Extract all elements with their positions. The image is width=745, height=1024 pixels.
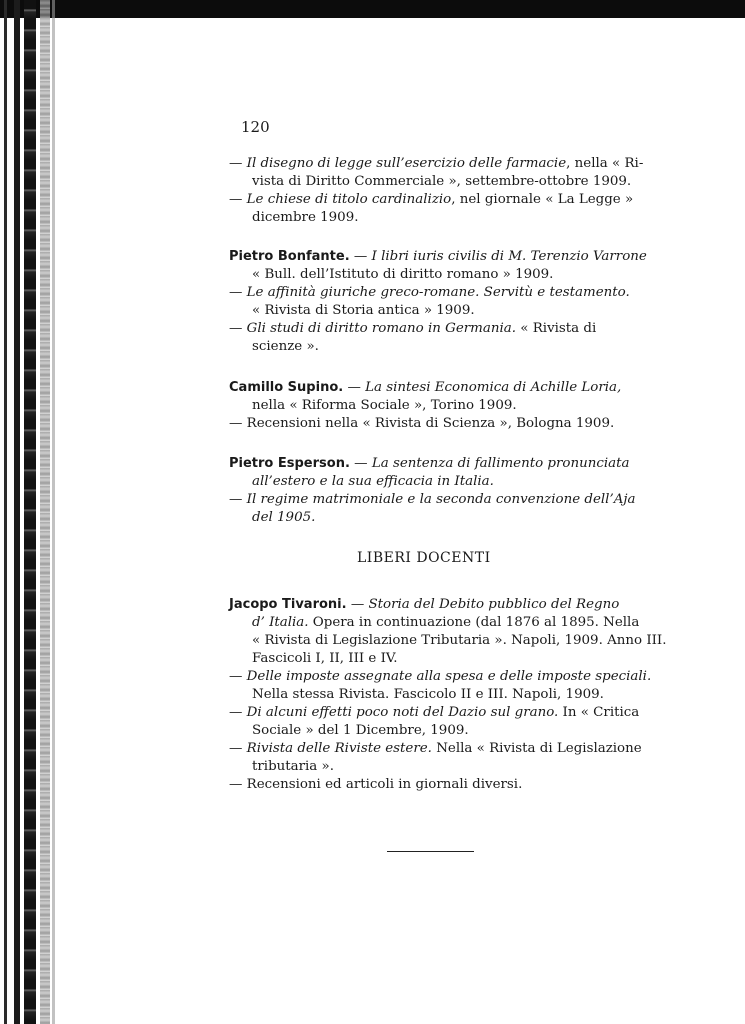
text-line: [229, 455, 643, 473]
title-text: Di alcuni effetti poco noti del Dazio sul grano.: [246, 705, 559, 720]
citation-text: « Bull. dell’Istituto di diritto romano » 1909.: [252, 267, 554, 282]
title-text: Le affinità giuriche greco-romane. Servitù e testamento.: [246, 285, 630, 300]
text-line: [229, 776, 643, 794]
citation-text: Recensioni nella « Rivista di Scienza », Bologna 1909.: [246, 416, 615, 431]
text-line: [229, 491, 643, 509]
author-name: Pietro Esperson.: [229, 456, 350, 471]
author-name: Camillo Supino.: [229, 380, 344, 395]
citation-text: scienze ».: [252, 339, 319, 354]
citation-text: tributaria ».: [252, 759, 334, 774]
text-line: [229, 686, 643, 704]
scan-top-edge: [0, 0, 745, 18]
dash: —: [343, 380, 366, 395]
text-line: [229, 596, 643, 614]
citation-text: « Rivista di Legislazione Tributaria ». Napoli, 1909. Anno III.: [252, 633, 667, 648]
text-line: [229, 302, 643, 320]
dash: —: [229, 669, 247, 684]
dash: —: [229, 192, 247, 207]
dash: —: [349, 249, 372, 264]
text-line: [229, 614, 643, 632]
text-line: [229, 415, 643, 433]
citation-text: Opera in continuazione (dal 1876 al 1895. Nella: [308, 615, 640, 630]
text-line: [229, 155, 643, 173]
text-line: [229, 173, 643, 191]
dash: —: [229, 285, 247, 300]
dash: —: [346, 597, 369, 612]
entry-block-camillo-supino: [229, 379, 643, 433]
text-line: [229, 668, 652, 686]
dash: —: [229, 741, 247, 756]
citation-text: , nel giornale « La Legge »: [451, 192, 634, 207]
text-line: [229, 248, 647, 266]
citation-text: Nella stessa Rivista. Fascicolo II e III. Napoli, 1909.: [252, 687, 604, 702]
title-text: Il disegno di legge sull’esercizio delle farmacie: [246, 156, 567, 171]
dash: —: [229, 492, 247, 507]
section-title: LIBERI DOCENTI: [357, 550, 491, 566]
text-line: [229, 397, 643, 415]
text-line: [229, 284, 643, 302]
citation-text: In « Critica: [558, 705, 640, 720]
dash: —: [229, 416, 247, 431]
dash: —: [229, 321, 247, 336]
text-line: [229, 740, 643, 758]
title-text: del 1905.: [252, 510, 316, 525]
text-line: [229, 209, 643, 227]
citation-text: nella « Riforma Sociale », Torino 1909.: [252, 398, 517, 413]
entry-block-jacopo-tivaroni: [229, 596, 667, 794]
entry-block-pietro-bonfante: [229, 248, 647, 356]
citation-text: , nella « Ri-: [566, 156, 644, 171]
title-text: Le chiese di titolo cardinalizio: [246, 192, 452, 207]
text-line: [229, 379, 643, 397]
page-number: 120: [241, 118, 270, 136]
text-line: [229, 266, 643, 284]
text-line: [229, 650, 643, 668]
text-line: [229, 320, 643, 338]
entry-block-pietro-esperson: [229, 455, 643, 527]
citation-text: « Rivista di Storia antica » 1909.: [252, 303, 475, 318]
dash: —: [229, 777, 247, 792]
author-name: Jacopo Tivaroni.: [229, 597, 347, 612]
text-line: [229, 191, 643, 209]
citation-text: « Rivista di: [516, 321, 597, 336]
text-line: [229, 758, 643, 776]
title-text: La sintesi Economica di Achille Loria,: [365, 380, 622, 395]
text-line: [229, 338, 643, 356]
title-text: Storia del Debito pubblico del Regno: [368, 597, 620, 612]
title-text: Rivista delle Riviste estere.: [246, 741, 432, 756]
dash: —: [349, 456, 372, 471]
closing-rule: [387, 851, 474, 852]
citation-text: Fascicoli I, II, III e IV.: [252, 651, 398, 666]
text-line: [229, 632, 667, 650]
citation-text: Sociale » del 1 Dicembre, 1909.: [252, 723, 469, 738]
title-text: d’ Italia.: [252, 615, 309, 630]
citation-text: dicembre 1909.: [252, 210, 359, 225]
dash: —: [229, 156, 247, 171]
text-line: [229, 509, 643, 527]
title-text: all’estero e la sua efficacia in Italia.: [252, 474, 494, 489]
title-text: Il regime matrimoniale e la seconda convenzione dell’Aja: [246, 492, 636, 507]
entry-block-1: [229, 155, 643, 227]
dash: —: [229, 705, 247, 720]
text-line: [229, 722, 643, 740]
book-spine-edge: [0, 0, 62, 1024]
citation-text: vista di Diritto Commerciale », settembre-ottobre 1909.: [252, 174, 632, 189]
title-text: I libri iuris civilis di M. Terenzio Varrone: [371, 249, 647, 264]
text-line: [229, 704, 643, 722]
citation-text: Recensioni ed articoli in giornali diversi.: [246, 777, 523, 792]
text-line: [229, 473, 643, 491]
title-text: Gli studi di diritto romano in Germania.: [246, 321, 516, 336]
author-name: Pietro Bonfante.: [229, 249, 350, 264]
title-text: La sentenza di fallimento pronunciata: [371, 456, 630, 471]
title-text: Delle imposte assegnate alla spesa e delle imposte speciali.: [246, 669, 652, 684]
citation-text: Nella « Rivista di Legislazione: [431, 741, 642, 756]
